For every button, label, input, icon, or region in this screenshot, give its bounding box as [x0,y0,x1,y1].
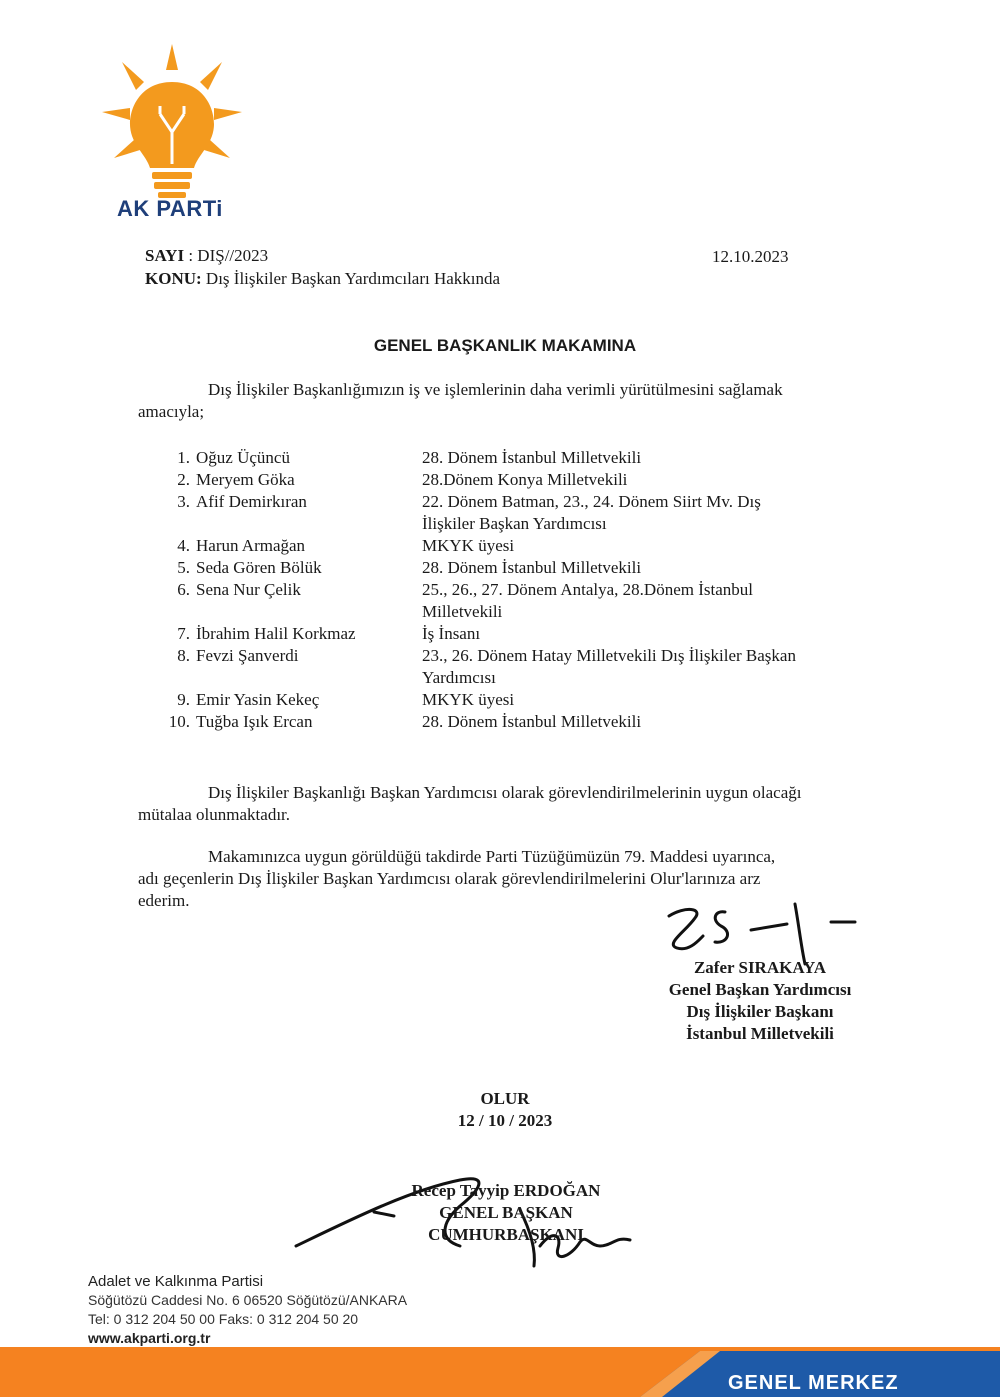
list-item-role-line: İş İnsanı [422,624,481,643]
list-item-role [422,623,862,645]
list-item-number: 6. [177,580,190,599]
signer-title-2: Dış İlişkiler Başkanı [686,1002,834,1021]
list-item-role-line: MKYK üyesi [422,536,515,555]
list-item-number: 9. [177,690,190,709]
list-item-number: 5. [177,558,190,577]
list-item-role-line: Yardımcısı [422,668,496,687]
president-title-2: CUMHURBAŞKANI [428,1225,584,1244]
list-item-number: 10. [168,712,190,731]
signer-title-1: Genel Başkan Yardımcısı [668,980,852,999]
intro-line-1: Dış İlişkiler Başkanlığımızın iş ve işlemlerinin daha verimli yürütülmesini sağlamak [208,380,783,399]
list-item-name: Meryem Göka [196,470,295,489]
member-list [160,447,880,733]
para2-line-1: Dış İlişkiler Başkanlığı Başkan Yardımcısı olarak görevlendirilmelerinin uygun olacağı [208,783,802,802]
para3-line-2: adı geçenlerin Dış İlişkiler Başkan Yardımcısı olarak görevlendirilmelerini Olur'larınıza arz [138,869,761,888]
subject-line [145,269,500,289]
list-item-role [422,645,862,689]
list-item-number: 1. [177,448,190,467]
list-item-role-line: 28. Dönem İstanbul Milletvekili [422,712,642,731]
recommendation-paragraph [138,782,878,826]
approval-block [440,1088,570,1132]
approval-date: 12 / 10 / 2023 [457,1111,553,1130]
list-item [160,447,880,469]
list-item-name: Emir Yasin Kekeç [196,690,320,709]
footer-bar-label: GENEL MERKEZ [728,1372,899,1394]
list-item-name: Sena Nur Çelik [196,580,301,599]
list-item-role [422,557,862,579]
intro-paragraph [138,379,878,423]
konu-value: Dış İlişkiler Başkan Yardımcıları Hakkında [205,269,501,288]
president-block [386,1180,626,1246]
list-item-number: 4. [177,536,190,555]
list-item-role [422,491,862,535]
logo-wordmark: AK PARTi [117,196,223,221]
list-item [160,491,880,535]
para3-line-1: Makamınızca uygun görüldüğü takdirde Parti Tüzüğümüzün 79. Maddesi uyarınca, [208,847,776,866]
list-item-name: Afif Demirkıran [196,492,307,511]
list-item [160,579,880,623]
list-item-name: Seda Gören Bölük [196,558,322,577]
footer-org: Adalet ve Kalkınma Partisi [88,1273,264,1290]
sayi-value: : DIŞ//2023 [188,246,269,265]
list-item-role-line: Milletvekili [422,602,503,621]
list-item-name: İbrahim Halil Korkmaz [196,624,356,643]
list-item-role-line: 23., 26. Dönem Hatay Milletvekili Dış İlişkiler Başkan [422,646,796,665]
signer-name: Zafer SIRAKAYA [693,958,827,977]
footer-street: Söğütözü Caddesi No. 6 06520 Söğütözü/ANKARA [88,1292,408,1308]
list-item [160,557,880,579]
list-item [160,535,880,557]
list-item-role [422,711,862,733]
handwritten-signature-1 [655,896,865,966]
list-item-name: Harun Armağan [196,536,306,555]
addressee-heading: GENEL BAŞKANLIK MAKAMINA [373,336,637,355]
list-item-role [422,447,862,469]
list-item-name: Oğuz Üçüncü [196,448,290,467]
reference-number [145,246,268,266]
list-item-role-line: İlişkiler Başkan Yardımcısı [422,514,607,533]
intro-line-2: amacıyla; [138,402,205,421]
ak-parti-logo [100,40,245,220]
footer-address [88,1272,407,1348]
list-item [160,645,880,689]
list-item-number: 7. [177,624,190,643]
list-item-role [422,469,862,491]
signer-title-3: İstanbul Milletvekili [686,1024,834,1043]
signer-block [640,957,880,1045]
para3-line-3: ederim. [138,891,190,910]
list-item-role-line: 28.Dönem Konya Milletvekili [422,470,628,489]
president-name: Recep Tayyip ERDOĞAN [411,1181,601,1200]
para2-line-2: mütalaa olunmaktadır. [138,805,291,824]
document-date: 12.10.2023 [712,247,789,266]
president-title-1: GENEL BAŞKAN [439,1203,573,1222]
list-item-role-line: 25., 26., 27. Dönem Antalya, 28.Dönem İstanbul [422,580,753,599]
list-item-number: 8. [177,646,190,665]
list-item-number: 2. [177,470,190,489]
list-item [160,469,880,491]
footer-website: www.akparti.org.tr [88,1330,211,1346]
list-item-role [422,579,862,623]
list-item-role [422,689,862,711]
list-item-role-line: 22. Dönem Batman, 23., 24. Dönem Siirt Mv. Dış [422,492,761,511]
list-item-name: Fevzi Şanverdi [196,646,299,665]
list-item [160,623,880,645]
list-item-role-line: MKYK üyesi [422,690,515,709]
list-item [160,689,880,711]
list-item-role-line: 28. Dönem İstanbul Milletvekili [422,448,642,467]
list-item-name: Tuğba Işık Ercan [196,712,313,731]
sayi-label: SAYI [145,246,185,265]
list-item-role-line: 28. Dönem İstanbul Milletvekili [422,558,642,577]
approval-olur: OLUR [480,1089,530,1108]
footer-phone: Tel: 0 312 204 50 00 Faks: 0 312 204 50 20 [88,1311,359,1327]
list-item-number: 3. [177,492,190,511]
konu-label: KONU: [145,269,202,288]
list-item-role [422,535,862,557]
list-item [160,711,880,733]
